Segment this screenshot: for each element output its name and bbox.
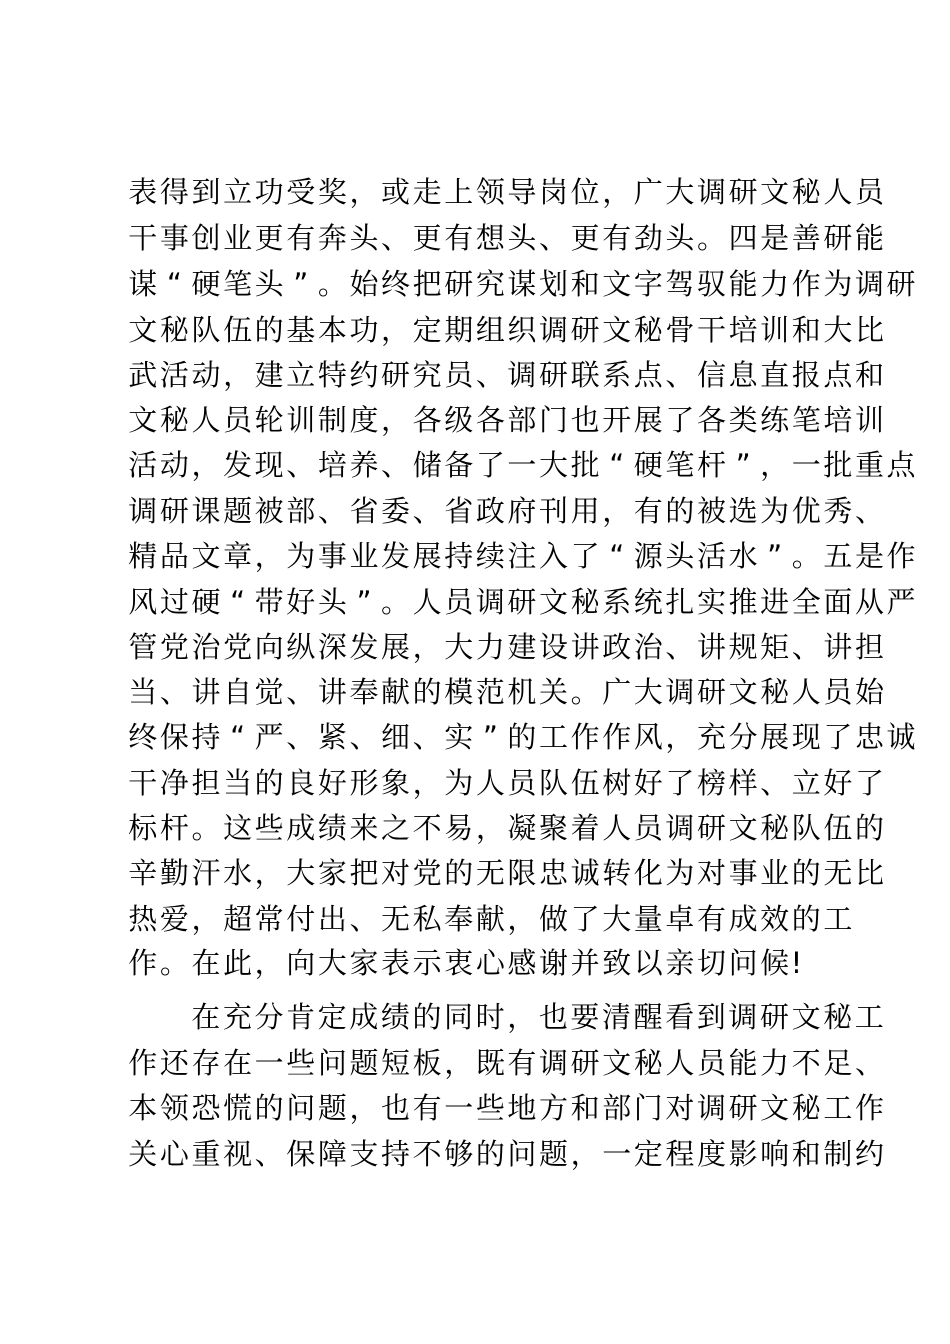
text-line: 当 、 讲 自 觉 、 讲 奉 献 的 模 范 机 关 。 广 大 调 研 文 秘 人 员 始 bbox=[128, 675, 884, 709]
text-line-indent: 在 充 分 肯 定 成 绩 的 同 时 ， 也 要 清 醒 看 到 调 研 文 秘 工 bbox=[191, 1000, 884, 1034]
text-line: 标 杆 。 这 些 成 绩 来 之 不 易 ， 凝 聚 着 人 员 调 研 文 秘 队 伍 的 bbox=[128, 811, 884, 845]
text-line: 文 秘 队 伍 的 基 本 功 ， 定 期 组 织 调 研 文 秘 骨 干 培 训 和 大 比 bbox=[128, 313, 884, 347]
text-line: 终 保 持 “ 严 、 紧 、 细 、 实 ” 的 工 作 作 风 ， 充 分 展 现 了 忠 诚 bbox=[128, 720, 916, 754]
text-line: 武 活 动 ， 建 立 特 约 研 究 员 、 调 研 联 系 点 、 信 息 直 报 点 和 bbox=[128, 358, 884, 392]
text-line: 干 净 担 当 的 良 好 形 象 ， 为 人 员 队 伍 树 好 了 榜 样 、 立 好 了 bbox=[128, 766, 884, 800]
text-line: 辛 勤 汗 水 ， 大 家 把 对 党 的 无 限 忠 诚 转 化 为 对 事 业 的 无 比 bbox=[128, 856, 884, 890]
text-line: 关 心 重 视 、 保 障 支 持 不 够 的 问 题 ， 一 定 程 度 影 响 和 制 约 bbox=[128, 1137, 884, 1171]
text-line: 文 秘 人 员 轮 训 制 度 ， 各 级 各 部 门 也 开 展 了 各 类 练 笔 培 训 bbox=[128, 403, 884, 437]
text-line: 风 过 硬 “ 带 好 头 ” 。 人 员 调 研 文 秘 系 统 扎 实 推 进 全 面 从 严 bbox=[128, 585, 916, 619]
text-line: 本 领 恐 慌 的 问 题 ， 也 有 一 些 地 方 和 部 门 对 调 研 文 秘 工 作 bbox=[128, 1091, 884, 1125]
text-line: 表 得 到 立 功 受 奖 ， 或 走 上 领 导 岗 位 ， 广 大 调 研 文 秘 人 员 bbox=[128, 175, 884, 209]
text-line: 谋 “ 硬 笔 头 ” 。 始 终 把 研 究 谋 划 和 文 字 驾 驭 能 力 作 为 调 研 bbox=[128, 267, 916, 301]
text-line: 管 党 治 党 向 纵 深 发 展 ， 大 力 建 设 讲 政 治 、 讲 规 矩 、 讲 担 bbox=[128, 630, 884, 664]
text-line: 干 事 创 业 更 有 奔 头 、 更 有 想 头 、 更 有 劲 头 。 四 是 善 研 能 bbox=[128, 221, 884, 255]
text-line: 精 品 文 章 ， 为 事 业 发 展 持 续 注 入 了 “ 源 头 活 水 ” 。 五 是 作 bbox=[128, 539, 916, 573]
text-line: 调 研 课 题 被 部 、 省 委 、 省 政 府 刊 用 ， 有 的 被 选 为 优 秀 、 bbox=[128, 494, 884, 528]
text-line: 作 还 存 在 一 些 问 题 短 板 ， 既 有 调 研 文 秘 人 员 能 力 不 足 、 bbox=[128, 1046, 884, 1080]
text-line: 作 。 在 此 ， 向 大 家 表 示 衷 心 感 谢 并 致 以 亲 切 问 候 ! bbox=[128, 946, 803, 980]
text-line: 活 动 ， 发 现 、 培 养 、 储 备 了 一 大 批 “ 硬 笔 杆 ” ， 一 批 重 点 bbox=[128, 448, 916, 482]
text-line: 热 爱 ， 超 常 付 出 、 无 私 奉 献 ， 做 了 大 量 卓 有 成 效 的 工 bbox=[128, 902, 853, 936]
